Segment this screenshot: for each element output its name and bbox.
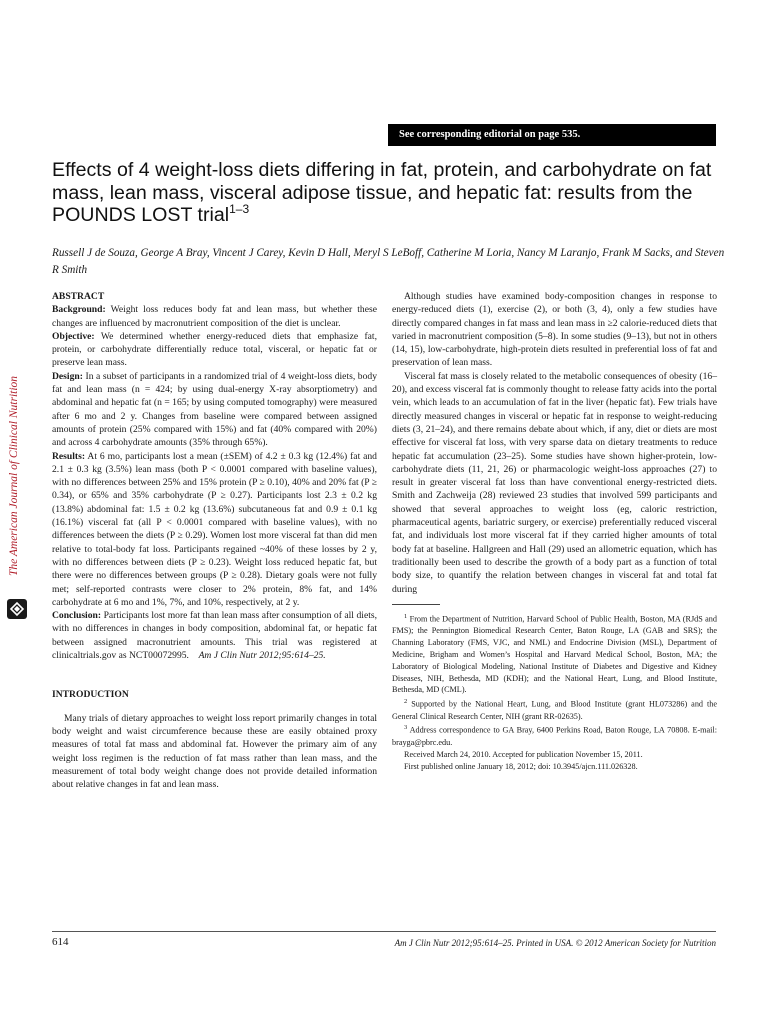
publisher-logo-glyph (7, 599, 27, 619)
footnote-divider (392, 604, 440, 605)
left-column (52, 290, 377, 791)
footnote-1 (392, 611, 717, 696)
footnote-1-marker: 1 (404, 612, 408, 620)
side-journal-text: The American Journal of Clinical Nutrition (8, 375, 20, 577)
article-title (52, 159, 732, 227)
right-column (392, 290, 717, 772)
footnote-2-marker: 2 (404, 698, 408, 706)
footnote-3 (392, 722, 717, 748)
design-text: In a subset of participants in a randomized trial of 4 weight-loss diets, body fat and lean mass (n = 424; by using dual-energy X-ray absorptiometry) and abdominal and hepatic fat (n = 165; by using computed tomography) were measured after 6 mo and 2 y. Changes from baseline were compared between assigned amounts of protein (25% compared with 15%) and fat (40% compared with 20%) and across 4 carbohydrate amounts (35% through 65%). (52, 370, 377, 449)
publication-doi: First published online January 18, 2012; doi: 10.3945/ajcn.111.026328. (404, 761, 638, 771)
side-journal-name (4, 345, 24, 607)
abstract-results (52, 450, 377, 610)
publisher-logo-icon (7, 599, 27, 619)
footnote-3-marker: 3 (404, 724, 408, 732)
conclusion-label: Conclusion: (52, 610, 102, 622)
abstract-background (52, 303, 377, 330)
abstract-conclusion (52, 609, 377, 662)
footnote-3-text: Address correspondence to GA Bray, 6400 Perkins Road, Baton Rouge, LA 70808. E-mail: brayga@pbrc.edu. (392, 726, 717, 747)
background-label: Background: (52, 304, 106, 316)
footnote-2-text: Supported by the National Heart, Lung, and Blood Institute (grant HL073286) and the General Clinical Research Center, NIH (grant RR-02635). (392, 699, 717, 721)
abstract-citation: Am J Clin Nutr 2012;95:614–25. (198, 650, 326, 662)
abstract-design (52, 370, 377, 450)
conclusion-text: Participants lost more fat than lean mass after consumption of all diets, with no differences in changes in body composition, abdominal fat, or hepatic fat between assigned macronutrient amounts. This trial was registered at clinicaltrials.gov as NCT00072995. (52, 610, 377, 662)
abstract-objective (52, 330, 377, 370)
page-number: 614 (52, 936, 69, 948)
body-paragraph-1: Although studies have examined body-composition changes in response to energy-reduced diets (1), exercise (2), or both (3, 4), only a few studies have directly compared changes in fat mass and lean mass in ≥2 calorie-reduced diets that varied in macronutrient composition (5–8). In some studies (9–13), but not in others (14, 15), low-carbohydrate, high-protein diets resulted in preferential loss of fat and preservation of lean mass. (392, 291, 717, 369)
title-text: Effects of 4 weight-loss diets differing in fat, protein, and carbohydrate on fat mass, lean mass, visceral adipose tissue, and hepatic fat: results from the POUNDS LOST trial (52, 159, 712, 226)
footnotes (392, 611, 717, 773)
objective-text: We determined whether energy-reduced diets that emphasize fat, protein, or carbohydrate differentially reduce total, visceral, or hepatic fat or preserve lean mass. (52, 330, 377, 369)
objective-label: Objective: (52, 330, 95, 342)
results-label: Results: (52, 450, 86, 462)
author-list: Russell J de Souza, George A Bray, Vincent J Carey, Kevin D Hall, Meryl S LeBoff, Catherine M Loria, Nancy M Laranjo, Frank M Sacks, and Steven R Smith (52, 247, 725, 276)
footnote-2 (392, 696, 717, 722)
editorial-note-banner: See corresponding editorial on page 535. (388, 124, 716, 146)
design-label: Design: (52, 370, 83, 382)
received-dates: Received March 24, 2010. Accepted for publication November 15, 2011. (404, 749, 643, 759)
introduction-heading: INTRODUCTION (52, 689, 129, 701)
introduction-paragraph: Many trials of dietary approaches to weight loss report primarily changes in total body weight and waist circumference because these are easily obtained proxy measures of total fat mass and abdominal fat. However the primary aim of any weight loss regimen is the reduction of fat mass rather than lean mass, and the measurement of total body weight change does not provide detailed information about relative changes in fat and lean mass. (52, 712, 377, 791)
footer-citation: Am J Clin Nutr 2012;95:614–25. Printed in USA. © 2012 American Society for Nutrition (394, 938, 716, 948)
abstract-heading: ABSTRACT (52, 291, 105, 302)
background-text: Weight loss reduces body fat and lean mass, but whether these changes are influenced by macronutrient composition of the diet is unclear. (52, 304, 377, 329)
results-text: At 6 mo, participants lost a mean (±SEM) of 4.2 ± 0.3 kg (12.4%) fat and 2.1 ± 0.3 kg (3.5%) lean mass (both P < 0.0001 compared with baseline values), with no differences between 25% and 15% protein (P ≥ 0.10), 40% and 20% fat (P ≥ 0.34), or 65% and 35% carbohydrate (P ≥ 0.27). Participants lost 2.3 ± 0.2 kg (13.8%) abdominal fat: 1.5 ± 0.2 kg (13.6%) subcutaneous fat and 0.9 ± 0.1 kg (16.1%) visceral fat (all P < 0.0001 compared with baseline values), with no differences between the diets (P ≥ 0.29). Women lost more visceral fat than did men relative to total-body fat loss. Participants regained ~40% of these losses by 2 y, with no differences between diets (P ≥ 0.23). Weight loss reduced hepatic fat, but there were no differences between groups (P ≥ 0.28). Dietary goals were not fully met; self-reported contrasts were closer to 2% protein, 8% fat, and 14% carbohydrate at 6 mo and 1%, 7%, and 10%, respectively, at 2 y. (52, 450, 377, 608)
footer-divider (52, 931, 716, 932)
footnote-1-text: From the Department of Nutrition, Harvard School of Public Health, Boston, MA (RJdS and FMS); the Pennington Biomedical Research Center, Baton Rouge, LA (GAB and SRS); the Channing Laboratory (FMS, VJC, and NML) and Endocrine Division (MSL), Department of Medicine, Brigham and Women’s Hospital and Harvard Medical School, Boston, MA; the Laboratory of Biological Modeling, National Institute of Diabetes and Digestive and Kidney Diseases, NIH, Bethesda, MD (KDH); and the National Heart, Lung, and Blood Institute, Bethesda, MD (CML). (392, 614, 717, 695)
body-paragraph-2: Visceral fat mass is closely related to the metabolic consequences of obesity (16–20), and excess visceral fat is commonly thought to release fatty acids into the portal vein, which leads to an accumulation of fat in the liver (hepatic fat). Few trials have directly measured changes in visceral or hepatic fat in response to weight-reducing diets (3, 21–24), and there remains debate about which, if any, diet or diets are most effective for visceral fat loss, with very sparse data on dietary treatments to reduce hepatic fat accumulation (23–25). Some studies have shown higher-protein, low-carbohydrate diets (11, 21, 26) or pharmacologic weight-loss approaches (27) to result in greater visceral fat loss than have conventional energy-restricted diets. Smith and Zachweija (28) reviewed 23 studies that involved 599 participants and showed that several approaches to weight loss (eg, caloric restriction, pharmaceutical agents, bariatric surgery, or exercise) preferentially reduced visceral fat, and individuals lost more visceral fat if they carried higher amounts of total body fat at baseline. Hallgreen and Hall (29) used an allometric equation, which has traditionally been used to describe the growth of a body part as a function of total body size, to quantify the relation between changes in visceral fat and total fat during (392, 370, 717, 595)
title-footnote-marker[interactable]: 1–3 (229, 202, 250, 216)
